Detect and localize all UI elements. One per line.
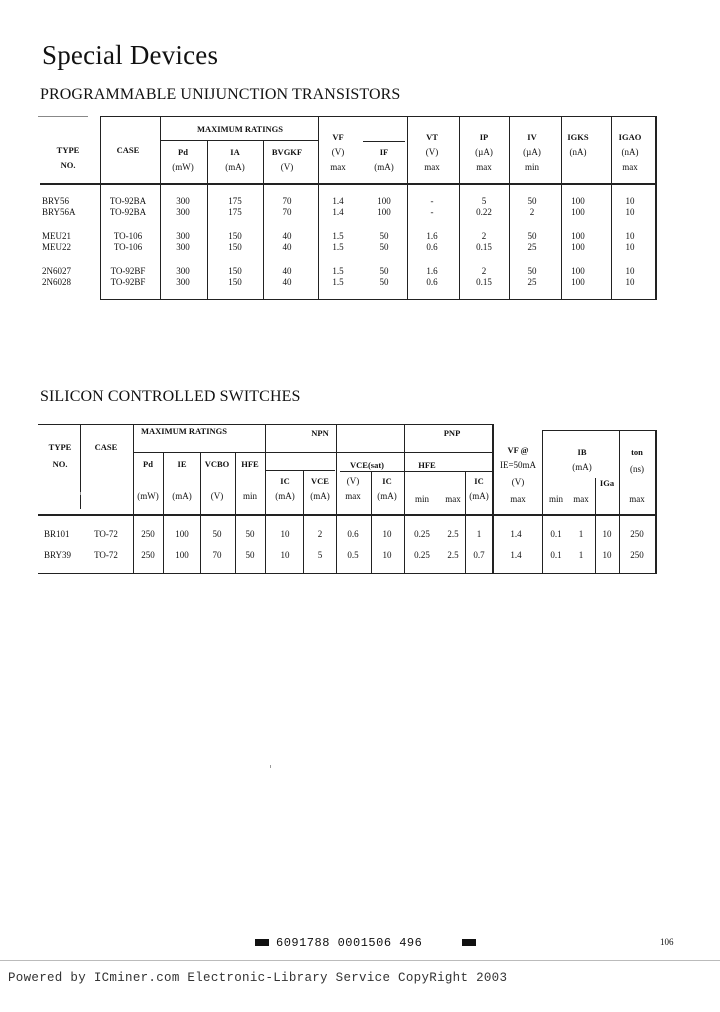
page-number: 106	[660, 937, 674, 947]
ujt-col-ia: IA	[230, 147, 240, 157]
scs-cell-pnp-hfe-max: 2.5	[447, 550, 459, 560]
ujt-cell-igao: 10	[625, 277, 635, 287]
scs-section-heading: SILICON CONTROLLED SWITCHES	[40, 388, 301, 405]
scs-cell-hfe: 50	[245, 529, 255, 539]
ujt-cell-vt: 0.6	[426, 277, 438, 287]
scs-col-iga: IGa	[599, 478, 615, 488]
scs-col-ib-max: max	[573, 494, 589, 504]
scs-cell-iga: 10	[602, 550, 612, 560]
ujt-cell-case: TO-92BF	[110, 277, 146, 287]
ujt-cell-igao: 10	[625, 266, 635, 276]
ujt-cell-vf: 1.4	[332, 196, 344, 206]
scs-col-vf-unit: (V)	[511, 477, 525, 487]
ujt-col-bvgkf: BVGKF	[271, 147, 303, 157]
ujt-cell-vt: 1.6	[426, 231, 438, 241]
scs-cell-type: BRY39	[44, 550, 72, 560]
scs-cell-ib-min: 0.1	[550, 550, 562, 560]
ujt-cell-igao: 10	[625, 242, 635, 252]
ujt-cell-vt: 1.6	[426, 266, 438, 276]
ujt-cell-ia: 175	[228, 207, 242, 217]
ujt-cell-igks: 100	[571, 231, 585, 241]
ujt-col-vt-unit: (V)	[425, 147, 439, 157]
ujt-cell-iv: 25	[527, 242, 537, 252]
ujt-cell-ip: 0.22	[476, 207, 492, 217]
scs-col-vcbo-unit: (V)	[210, 491, 224, 501]
scs-col-pd: Pd	[143, 459, 153, 469]
ujt-cell-case: TO-106	[113, 231, 143, 241]
scs-cell-ib-max: 1	[578, 550, 584, 560]
ujt-cell-type: MEU21	[42, 231, 71, 241]
scs-cell-pnp-hfe-max: 2.5	[447, 529, 459, 539]
ujt-col-vf-unit: (V)	[331, 147, 345, 157]
ujt-cell-ia: 175	[228, 196, 242, 206]
ujt-cell-igao: 10	[625, 196, 635, 206]
scs-cell-iga: 10	[602, 529, 612, 539]
scs-col-vce-sat-q: max	[345, 491, 361, 501]
ujt-cell-pd: 300	[176, 231, 190, 241]
ujt-cell-pd: 300	[176, 207, 190, 217]
scs-cell-ic2: 10	[382, 550, 392, 560]
scs-col-ie: IE	[177, 459, 187, 469]
scs-col-vf: VF @	[507, 445, 529, 455]
scs-cell-pd: 250	[141, 550, 155, 560]
ujt-cell-igks: 100	[571, 242, 585, 252]
scs-col-vcbo: VCBO	[204, 459, 230, 469]
ujt-cell-pd: 300	[176, 242, 190, 252]
scs-cell-vf: 1.4	[510, 550, 522, 560]
ujt-col-no: NO.	[60, 160, 76, 170]
ujt-cell-iv: 50	[527, 231, 537, 241]
ujt-cell-vf: 1.5	[332, 277, 344, 287]
ujt-cell-bvgkf: 70	[282, 207, 292, 217]
ujt-cell-ia: 150	[228, 242, 242, 252]
ujt-cell-vf: 1.5	[332, 231, 344, 241]
ujt-cell-bvgkf: 40	[282, 231, 292, 241]
ujt-cell-bvgkf: 40	[282, 242, 292, 252]
ujt-col-vf: VF	[332, 132, 344, 142]
ujt-cell-type: BRY56	[42, 196, 70, 206]
ujt-col-ip: IP	[479, 132, 489, 142]
ujt-cell-vt: -	[430, 207, 434, 217]
ujt-col-ia-unit: (mA)	[225, 162, 245, 172]
scs-col-pnp-hfe: HFE	[418, 460, 436, 470]
ujt-col-iv-q: min	[524, 162, 540, 172]
scs-col-hfe-q: min	[242, 491, 258, 501]
scs-col-vce-sat: VCE(sat)	[350, 460, 384, 470]
scs-col-ib: IB	[577, 447, 587, 457]
scs-cell-ib-min: 0.1	[550, 529, 562, 539]
ujt-cell-if: 50	[379, 242, 389, 252]
scs-col-ie-unit: (mA)	[172, 491, 192, 501]
ujt-cell-ia: 150	[228, 277, 242, 287]
ujt-cell-igks: 100	[571, 277, 585, 287]
ujt-cell-igao: 10	[625, 231, 635, 241]
scs-cell-type: BR101	[44, 529, 70, 539]
ujt-cell-case: TO-92BA	[109, 196, 147, 206]
scs-cell-ton: 250	[630, 550, 644, 560]
scs-cell-ic: 10	[280, 529, 290, 539]
scs-cell-vf: 1.4	[510, 529, 522, 539]
scs-col-no: NO.	[52, 459, 68, 469]
ujt-cell-igks: 100	[571, 207, 585, 217]
ujt-cell-bvgkf: 70	[282, 196, 292, 206]
scs-col-ic2: IC	[382, 476, 392, 486]
ujt-col-if-unit: (mA)	[374, 162, 394, 172]
ujt-cell-type: MEU22	[42, 242, 71, 252]
scs-cell-pnp-ic: 1	[476, 529, 482, 539]
ujt-cell-case: TO-106	[113, 242, 143, 252]
scs-col-ton-unit: (ns)	[630, 464, 644, 474]
ujt-cell-pd: 300	[176, 277, 190, 287]
scs-col-pnp-ic-unit: (mA)	[469, 491, 489, 501]
scs-cell-ton: 250	[630, 529, 644, 539]
scs-col-vf-q: max	[510, 494, 526, 504]
ujt-cell-igks: 100	[571, 266, 585, 276]
ujt-cell-pd: 300	[176, 266, 190, 276]
ujt-col-ip-q: max	[476, 162, 492, 172]
ujt-cell-if: 100	[377, 207, 391, 217]
ujt-col-iv: IV	[527, 132, 537, 142]
ujt-cell-vf: 1.5	[332, 266, 344, 276]
scs-col-case: CASE	[94, 442, 118, 452]
scs-cell-pnp-hfe-min: 0.25	[414, 550, 430, 560]
ujt-col-vf-q: max	[330, 162, 346, 172]
ujt-col-igks-unit: (nA)	[569, 147, 587, 157]
ujt-cell-ip: 5	[481, 196, 487, 206]
ujt-cell-case: TO-92BF	[110, 266, 146, 276]
ujt-cell-type: 2N6028	[42, 277, 71, 287]
scs-col-pnp-hfe-min: min	[414, 494, 430, 504]
scs-cell-case: TO-72	[94, 529, 118, 539]
scs-max-ratings: MAXIMUM RATINGS	[140, 426, 228, 436]
ujt-cell-case: TO-92BA	[109, 207, 147, 217]
scs-col-vce: VCE	[311, 476, 329, 486]
ujt-cell-if: 50	[379, 266, 389, 276]
scs-col-pnp-ic: IC	[474, 476, 484, 486]
page-title: Special Devices	[42, 40, 219, 70]
scs-col-pd-unit: (mW)	[137, 491, 159, 501]
footer-divider	[0, 960, 720, 961]
scs-cell-vce: 5	[317, 550, 323, 560]
scs-col-ib-min: min	[548, 494, 564, 504]
scs-cell-vcbo: 50	[212, 529, 222, 539]
scs-cell-vcbo: 70	[212, 550, 222, 560]
ujt-cell-vf: 1.4	[332, 207, 344, 217]
scs-cell-ic2: 10	[382, 529, 392, 539]
scs-cell-ie: 100	[175, 550, 189, 560]
scs-cell-ib-max: 1	[578, 529, 584, 539]
ujt-cell-if: 50	[379, 231, 389, 241]
scs-cell-vce: 2	[317, 529, 323, 539]
barcode-mark-left	[255, 939, 269, 946]
scs-col-type: TYPE	[48, 442, 72, 452]
ujt-cell-pd: 300	[176, 196, 190, 206]
scs-col-ic-unit: (mA)	[275, 491, 295, 501]
scs-col-ton: ton	[631, 447, 643, 457]
ujt-cell-vt: 0.6	[426, 242, 438, 252]
ujt-cell-vf: 1.5	[332, 242, 344, 252]
ujt-col-vt: VT	[426, 132, 438, 142]
ujt-cell-vt: -	[430, 196, 434, 206]
ujt-col-bvgkf-unit: (V)	[280, 162, 294, 172]
scs-cell-vce-sat: 0.6	[347, 529, 359, 539]
ujt-cell-type: 2N6027	[42, 266, 71, 276]
scs-cell-ie: 100	[175, 529, 189, 539]
footer-text: Powered by ICminer.com Electronic-Library Service CopyRight 2003	[8, 971, 508, 985]
ujt-col-type: TYPE	[56, 145, 80, 155]
ujt-col-pd-unit: (mW)	[172, 162, 194, 172]
ujt-col-igks: IGKS	[567, 132, 589, 142]
ujt-cell-ip: 0.15	[476, 242, 492, 252]
scs-cell-pd: 250	[141, 529, 155, 539]
ujt-cell-ip: 2	[481, 231, 487, 241]
scs-cell-ic: 10	[280, 550, 290, 560]
ujt-col-pd: Pd	[178, 147, 188, 157]
ujt-cell-ia: 150	[228, 231, 242, 241]
ujt-col-igao-q: max	[622, 162, 638, 172]
ujt-cell-ia: 150	[228, 266, 242, 276]
scs-col-vce-sat-unit: (V)	[346, 476, 360, 486]
scs-npn: NPN	[311, 428, 329, 438]
scs-col-ic2-unit: (mA)	[377, 491, 397, 501]
ujt-col-igao: IGAO	[618, 132, 642, 142]
ujt-cell-igao: 10	[625, 207, 635, 217]
ujt-max-ratings: MAXIMUM RATINGS	[196, 124, 284, 134]
ujt-cell-igks: 100	[571, 196, 585, 206]
ujt-cell-ip: 2	[481, 266, 487, 276]
barcode-mark-right	[462, 939, 476, 946]
scs-cell-pnp-hfe-min: 0.25	[414, 529, 430, 539]
ujt-col-iv-unit: (µA)	[523, 147, 541, 157]
ujt-cell-if: 50	[379, 277, 389, 287]
ujt-cell-iv: 2	[529, 207, 535, 217]
scs-col-ic: IC	[280, 476, 290, 486]
ujt-cell-bvgkf: 40	[282, 277, 292, 287]
ujt-col-if: IF	[379, 147, 389, 157]
scs-col-vf-cond: IE=50mA	[499, 460, 537, 470]
scs-cell-vce-sat: 0.5	[347, 550, 359, 560]
scs-cell-case: TO-72	[94, 550, 118, 560]
ujt-cell-type: BRY56A	[42, 207, 76, 217]
scs-col-ton-q: max	[629, 494, 645, 504]
ujt-col-ip-unit: (µA)	[475, 147, 493, 157]
ujt-cell-iv: 25	[527, 277, 537, 287]
scs-col-pnp-hfe-max: max	[445, 494, 461, 504]
scs-col-ib-unit: (mA)	[572, 462, 592, 472]
ujt-section-heading: PROGRAMMABLE UNIJUNCTION TRANSISTORS	[40, 86, 401, 103]
ujt-cell-iv: 50	[527, 266, 537, 276]
scs-col-hfe: HFE	[241, 459, 259, 469]
scs-col-vce-unit: (mA)	[310, 491, 330, 501]
ujt-cell-if: 100	[377, 196, 391, 206]
barcode-text: 6091788 0001506 496	[276, 936, 423, 950]
ujt-col-igao-unit: (nA)	[621, 147, 639, 157]
ujt-cell-ip: 0.15	[476, 277, 492, 287]
ujt-cell-bvgkf: 40	[282, 266, 292, 276]
scs-cell-pnp-ic: 0.7	[473, 550, 485, 560]
scs-cell-hfe: 50	[245, 550, 255, 560]
ujt-col-case: CASE	[116, 145, 140, 155]
ujt-cell-iv: 50	[527, 196, 537, 206]
ujt-col-vt-q: max	[424, 162, 440, 172]
scs-pnp: PNP	[443, 428, 461, 438]
